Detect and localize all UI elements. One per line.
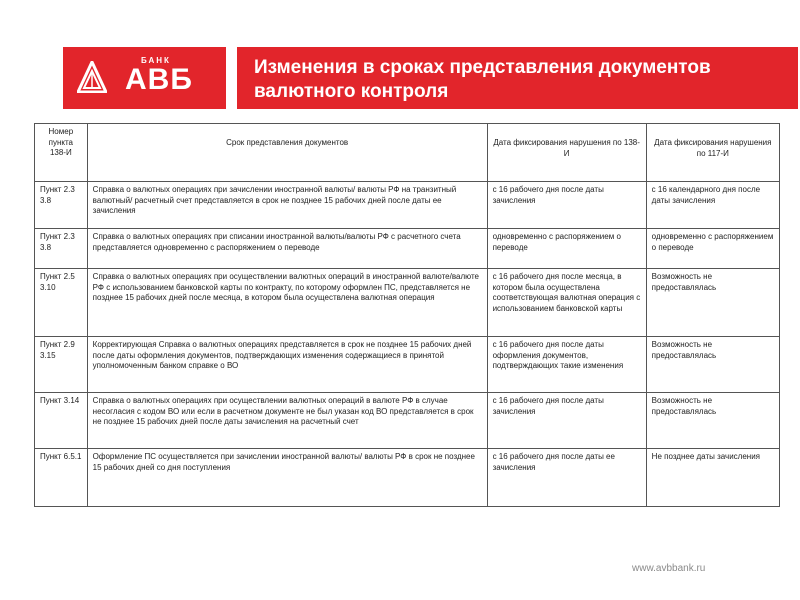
cell-term: Справка о валютных операциях при зачислении иностранной валюты/ валюты РФ на транзитный валютный/ расчетный счет представляется в срок не позднее 15 рабочих дней после даты ее зачисления <box>87 182 487 229</box>
cell-point: Пункт 2.5 3.10 <box>35 269 88 337</box>
header-violation-date-138: Дата фиксирования нарушения по 138-И <box>487 124 646 182</box>
header-submission-term: Срок представления документов <box>87 124 487 182</box>
header-violation-date-117: Дата фиксирования нарушения по 117-И <box>646 124 779 182</box>
triangle-logo-icon <box>77 61 107 93</box>
logo-bank-name: АВБ <box>125 63 193 96</box>
cell-date-117: Возможность не предоставлялась <box>646 393 779 449</box>
header-point-number: Номер пункта 138-И <box>35 124 88 182</box>
cell-date-138: с 16 рабочего дня после даты зачисления <box>487 182 646 229</box>
cell-date-138: с 16 рабочего дня после даты зачисления <box>487 393 646 449</box>
cell-term: Оформление ПС осуществляется при зачислении иностранной валюты/ валюты РФ в срок не позднее 15 рабочих дней со дня поступления <box>87 449 487 507</box>
cell-point: Пункт 2.3 3.8 <box>35 182 88 229</box>
cell-point: Пункт 2.3 3.8 <box>35 229 88 269</box>
cell-point: Пункт 6.5.1 <box>35 449 88 507</box>
table-row <box>35 449 780 507</box>
cell-point: Пункт 3.14 <box>35 393 88 449</box>
table-row <box>35 337 780 393</box>
cell-date-117: Возможность не предоставлялась <box>646 337 779 393</box>
bank-logo <box>63 47 226 109</box>
page-title: Изменения в сроках представления документов валютного контроля <box>254 57 711 102</box>
footer-website-link[interactable]: www.avbbank.ru <box>632 563 706 574</box>
table-row <box>35 269 780 337</box>
table-row <box>35 182 780 229</box>
table-header-row <box>35 124 780 182</box>
cell-date-138: с 16 рабочего дня после месяца, в котором была осуществлена соответствующая валютная операция с использованием банковской карты <box>487 269 646 337</box>
cell-date-138: с 16 рабочего дня после даты оформления документов, подтверждающих такие изменения <box>487 337 646 393</box>
cell-date-117: одновременно с распоряжением о переводе <box>646 229 779 269</box>
logo-bank-label: БАНК <box>141 56 171 65</box>
cell-point: Пункт 2.9 3.15 <box>35 337 88 393</box>
table-row <box>35 229 780 269</box>
cell-term: Справка о валютных операциях при осуществлении валютных операций в иностранной валюте/валюте РФ с использованием банковской карты по контракту, по которому оформлен ПС, представляется не позднее 15 рабочих дней после месяца, в котором была осуществлена валютная операция <box>87 269 487 337</box>
cell-term: Справка о валютных операциях при списании иностранной валюты/валюты РФ с расчетного счета представляется одновременно с распоряжением о переводе <box>87 229 487 269</box>
cell-date-117: с 16 календарного дня после даты зачисления <box>646 182 779 229</box>
cell-date-117: Возможность не предоставлялась <box>646 269 779 337</box>
title-banner <box>237 47 798 109</box>
cell-term: Корректирующая Справка о валютных операциях представляется в срок не позднее 15 рабочих дней после даты оформления документов, подтверждающих изменения содержащиеся в принятой уполномоченным банком справке о ВО <box>87 337 487 393</box>
cell-date-117: Не позднее даты зачисления <box>646 449 779 507</box>
cell-date-138: одновременно с распоряжением о переводе <box>487 229 646 269</box>
table-row <box>35 393 780 449</box>
deadlines-table <box>34 123 780 507</box>
cell-date-138: с 16 рабочего дня после даты ее зачисления <box>487 449 646 507</box>
cell-term: Справка о валютных операциях при осуществлении валютных операций в валюте РФ в случае несогласия с кодом ВО или если в расчетном документе не был указан код ВО представляется в срок не позднее 15 рабочих дней после даты зачисления на расчетный счет <box>87 393 487 449</box>
